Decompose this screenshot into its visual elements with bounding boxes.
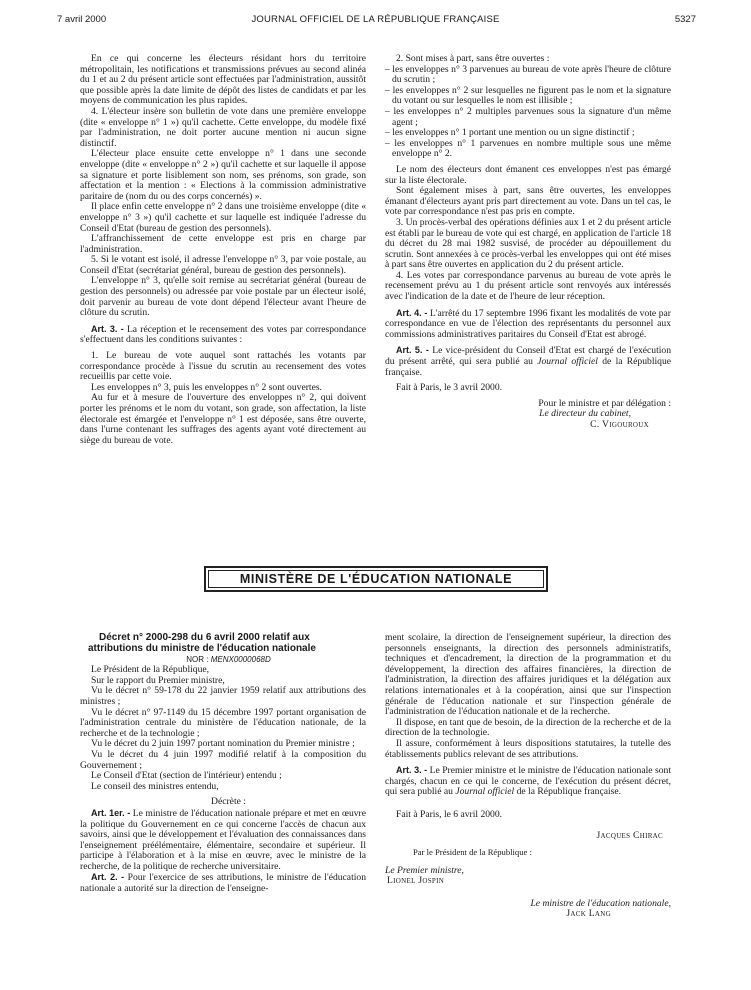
- page-header: [0, 10, 751, 28]
- preamble-line: Sur le rapport du Premier ministre,: [91, 674, 225, 686]
- journal-title: JOURNAL OFFICIEL DE LA RÉPUBLIQUE FRANÇAISE: [251, 14, 500, 25]
- article-1: Art. 1er. - Le ministre de l'éducation nationale prépare et met en œuvre la politique du Gouvernement en ce qui concerne l'accès de chacun aux savoirs, ainsi que le développement et l'évaluation des connaissances dans l'enseignement préélémentaire, élémentaire, secondaire et supérieur. Il participe à l'élaboration et à la mise en œuvre, avec le ministre de la recherche, de la politique de recherche universitaire.: [80, 807, 367, 872]
- decree-title: Décret n° 2000-298 du 6 avril 2000 relatif aux attributions du ministre de l'éducation nationale: [88, 632, 316, 654]
- nor-reference: NOR : MENX0000068D: [186, 654, 271, 664]
- paragraph: Il assure, conformément à leurs dispositions statutaires, la tutelle des établissements publics relevant de ses attributions.: [385, 737, 671, 760]
- paragraph: Sont également mises à part, sans être ouvertes, les enveloppes émanant d'électeurs ayant pris part directement au vote. Dans un tel cas, le vote par correspondance n'est pas pris en compte.: [385, 185, 671, 218]
- list-item: – les enveloppes n° 2 multiples parvenues sous la signature d'un même agent ;: [385, 105, 671, 128]
- list-item: – les enveloppes n° 1 portant une mention ou un signe distinctif ;: [385, 127, 635, 139]
- preamble-line: Vu le décret n° 59-178 du 22 janvier 1959 relatif aux attributions des ministres ;: [80, 685, 366, 707]
- paragraph: Les enveloppes n° 3, puis les enveloppes n° 2 sont ouvertes.: [91, 381, 322, 393]
- preamble-line: Le Conseil d'Etat (section de l'intérieur) entendu ;: [91, 770, 282, 782]
- list-item: – les enveloppes n° 3 parvenues au bureau de vote après l'heure de clôture du scrutin ;: [385, 63, 671, 86]
- paragraph: 4. Les votes par correspondance parvenus au bureau de vote après le recensement prévu au 1 du présent article sont renvoyés aux intéressés avec l'indication de la date et de l'heure de leur réception.: [385, 269, 671, 303]
- article-3-top: Art. 3. - La réception et le recensement des votes par correspondance s'effectuent dans les conditions suivantes :: [80, 323, 366, 346]
- paragraph: L'enveloppe n° 3, qu'elle soit remise au secrétariat général (bureau de gestion des personnels) ou adressée par voie postale par un électeur isolé, doit parvenir au bureau de vote dont dépend l'électeur avant l'heure de clôture du scrutin.: [80, 275, 366, 319]
- decrete-heading: Décrète :: [211, 796, 246, 808]
- paragraph: 5. Si le votant est isolé, il adresse l'enveloppe n° 3, par voie postale, au Conseil d'Etat (secrétariat général, bureau de gestion des personnels).: [80, 254, 366, 276]
- president-name: Jacques Chirac: [596, 829, 663, 841]
- paragraph: 3. Un procès-verbal des opérations définies aux 1 et 2 du présent article est établi par le bureau de vote qui est chargé, en application de l'article 18 du décret du 28 mai 1982 susvisé, de procéder au dépouillement du scrutin. Sont annexées à ce procès-verbal les enveloppes qui ont été mises à part sans être ouvertes en application du 2 du présent article.: [385, 216, 671, 271]
- paragraph: L'électeur place ensuite cette enveloppe n° 1 dans une seconde enveloppe (dite « enveloppe n° 2 ») qu'il cachette et sur laquelle il appose sa signature et porte lisiblement son nom, ses prénoms, son grade, son affectation et la mention : « Elections à la commission administrative paritaire de (nom du ou des corps concernés) ».: [80, 148, 366, 202]
- top-left-column: [80, 54, 366, 446]
- page-number: 5327: [674, 14, 696, 25]
- preamble-line: Le conseil des ministres entendu,: [91, 780, 219, 792]
- article-5-top: Art. 5. - Le vice-président du Conseil d'Etat est chargé de l'exécution du présent arrêté, qui sera publié au Journal officiel de la République française.: [385, 345, 672, 378]
- article-2: Art. 2. - Pour l'exercice de ses attributions, le ministre de l'éducation nationale a autorité sur la direction de l'enseigne-: [80, 872, 366, 895]
- preamble-line: Le Président de la République,: [91, 664, 210, 676]
- article-label: Art. 4. -: [396, 307, 428, 318]
- delegation-line: Pour le ministre et par délégation :: [538, 397, 671, 409]
- top-right-column: [385, 54, 671, 431]
- pm-role: Le Premier ministre,: [385, 864, 464, 876]
- paragraph: Au fur et à mesure de l'ouverture des enveloppes n° 2, qui doivent porter les prénoms et le nom du votant, son grade, son affectation, la liste électorale est émargée et l'enveloppe n° 1 est déposée, sans être ouverte, dans l'urne contenant les suffrages des agents ayant voté directement au siège du bureau de vote.: [80, 392, 366, 446]
- preamble-line: Vu le décret du 4 juin 1997 modifié relatif à la composition du Gouvernement ;: [80, 748, 366, 771]
- paragraph: 4. L'électeur insère son bulletin de vote dans une première enveloppe (dite « enveloppe n° 1 ») qu'il cachette. Cette enveloppe, du modèle fixé par l'administration, ne doit porter aucune mention ni aucun signe distinctif.: [80, 105, 366, 149]
- paragraph: ment scolaire, la direction de l'enseignement supérieur, la direction des personnels enseignants, la direction des personnels administratifs, techniques et d'encadrement, la direction de la programmation et du développement, la direction des affaires financières, la direction de l'administration, la direction des affaires juridiques et la délégation aux relations internationales et à la coopération, ainsi que sur l'inspection générale de l'éducation nationale et sur l'inspection générale de l'administration de l'éducation nationale et de la recherche.: [385, 632, 671, 718]
- pm-name: Lionel Jospin: [387, 875, 445, 887]
- article-3: Art. 3. - Le Premier ministre et le ministre de l'éducation nationale sont chargés, chacun en ce qui le concerne, de l'exécution du présent décret, qui sera publié au Journal officiel de la République française.: [385, 765, 671, 798]
- signatory-name: C. Vigouroux: [590, 419, 649, 430]
- decree-left-column: [80, 633, 366, 895]
- article-label: Art. 3. -: [91, 323, 124, 334]
- place-date: Fait à Paris, le 6 avril 2000.: [396, 808, 503, 820]
- list-item: – les enveloppes n° 1 parvenues en nombre multiple sous une même enveloppe n° 2.: [385, 137, 671, 160]
- paragraph: En ce qui concerne les électeurs résidant hors du territoire métropolitain, les notifications et transmissions prévues au second alinéa du 1 et au 2 du présent article sont effectuées par l'administration, aussitôt que possible après la date limite de dépôt des listes de candidats et par les moyens de communication les plus rapides.: [80, 53, 366, 107]
- minister-role: Le ministre de l'éducation nationale,: [530, 897, 671, 909]
- paragraph: 1. Le bureau de vote auquel sont rattachés les votants par correspondance procède à l'issue du scrutin au recensement des votes recueillis par cette voie.: [80, 350, 366, 383]
- article-label: Art. 1er. -: [91, 807, 131, 818]
- preamble-line: Vu le décret du 2 juin 1997 portant nomination du Premier ministre ;: [91, 738, 355, 750]
- header-date: 7 avril 2000: [57, 14, 107, 25]
- paragraph: 2. Sont mises à part, sans être ouvertes :: [396, 53, 550, 64]
- paragraph: L'affranchissement de cette enveloppe est pris en charge par l'administration.: [80, 233, 366, 255]
- by-president-line: Par le Président de la République :: [413, 847, 532, 858]
- signatory-role: Le directeur du cabinet,: [539, 408, 631, 420]
- minister-name: Jack Lang: [566, 908, 611, 920]
- place-date: Fait à Paris, le 3 avril 2000.: [396, 382, 503, 394]
- paragraph: Il dispose, en tant que de besoin, de la direction de la recherche et de la direction de la technologie.: [385, 716, 671, 739]
- article-label: Art. 5. -: [396, 345, 429, 356]
- article-4-top: Art. 4. - L'arrêté du 17 septembre 1996 fixant les modalités de vote par correspondance en vue de l'élection des représentants du personnel aux commissions administratives paritaires du Conseil d'Etat est abrogé.: [385, 307, 671, 340]
- paragraph: Il place enfin cette enveloppe n° 2 dans une troisième enveloppe (dite « enveloppe n° 3 ») qu'il cachette et sur laquelle est indiquée l'adresse du Conseil d'Etat (bureau de gestion des personnels).: [80, 201, 366, 234]
- preamble-line: Vu le décret n° 97-1149 du 15 décembre 1997 portant organisation de l'administration centrale du ministère de l'éducation nationale, de la recherche et de la technologie ;: [80, 706, 366, 739]
- ministry-heading: MINISTÈRE DE L'ÉDUCATION NATIONALE: [208, 570, 544, 588]
- ministry-heading-box: [204, 566, 548, 592]
- list-item: – les enveloppes n° 2 sur lesquelles ne figurent pas le nom et la signature du votant ou sur lesquelles le nom est illisible ;: [385, 84, 671, 107]
- decree-right-column: [385, 633, 671, 920]
- article-label: Art. 3. -: [396, 765, 428, 776]
- paragraph: Le nom des électeurs dont émanent ces enveloppes n'est pas émargé sur la liste électorale.: [385, 163, 671, 186]
- article-label: Art. 2. -: [91, 872, 125, 883]
